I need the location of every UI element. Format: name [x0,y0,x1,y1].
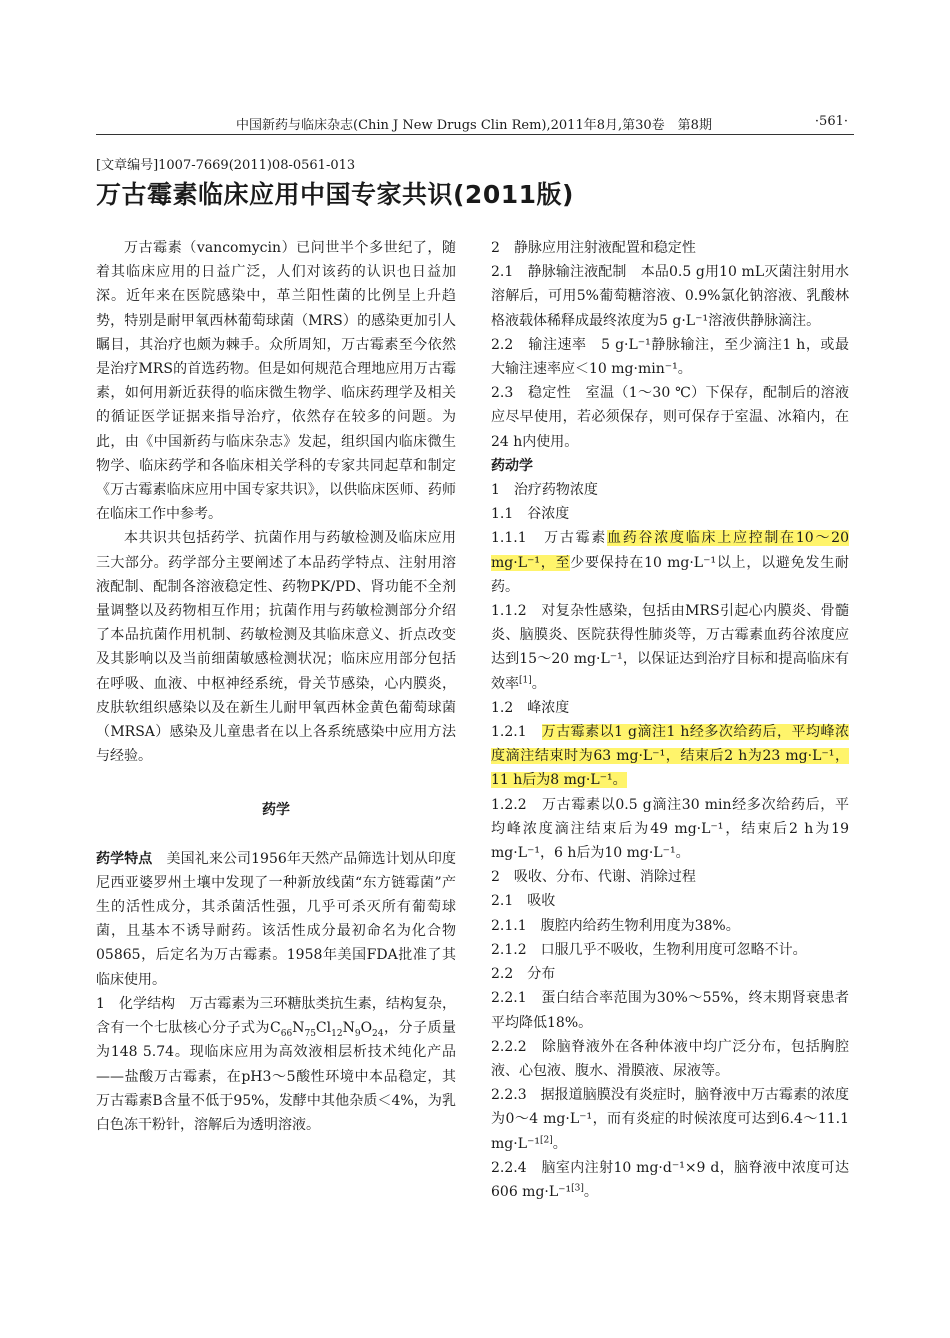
article-title: 万古霉素临床应用中国专家共识(2011版) [96,180,574,209]
pharmacy-features-paragraph [96,847,456,992]
heading-2-adme: 2 吸收、分布、代谢、消除过程 [491,869,696,886]
highlight-trough-range: 血药谷浓度临床上应控制在10～20 mg·L⁻¹，至 [491,530,849,571]
right-column [491,236,849,1204]
para-2-3: 2.3 稳定性 室温（1～30 ℃）下保存，配制后的溶液应尽早使用，若必须保存，则可保存于室温、冰箱内，在24 h内使用。 [491,385,849,450]
para-1-1-2: 1.1.2 对复杂性感染，包括由MRS引起心内膜炎、骨髓炎、脑膜炎、医院获得性肺炎等，万古霉素血药谷浓度应达到15～20 mg·L⁻¹，以保证达到治疗目标和提高临床有效率[1]。 [491,603,849,692]
heading-2-1-absorption: 2.1 吸收 [491,893,556,910]
chemical-structure-paragraph: 1 化学结构 万古霉素为三环糖肽类抗生素，结构复杂，含有一个七肽核心分子式为$C_{66}N_{75}Cl_{12}N_9O_{24}$，分子质量为148 5.74。现临床应用为高效液相层析技术纯化产品——盐酸万古霉素，在pH3～5酸性环境中本品稳定，其万古霉素B含量不低于95%，发酵中其他杂质＜4%，为乳白色冻干粉针，溶解后为透明溶液。 [96,995,457,1133]
heading-1-1-trough: 1.1 谷浓度 [491,506,570,523]
heading-2-iv-prep: 2 静脉应用注射液配置和稳定性 [491,240,696,256]
journal-citation: 中国新药与临床杂志(Chin J New Drugs Clin Rem),2011年8月,第30卷 第8期 [236,118,712,133]
para-2-1-2: 2.1.2 口服几乎不吸收，生物利用度可忽略不计。 [491,941,807,958]
para-2-1: 2.1 静脉输注液配制 本品0.5 g用10 mL灭菌注射用水溶解后，可用5%葡萄糖溶液、0.9%氯化钠溶液、乳酸林格液载体稀释成最终浓度为5 g·L⁻¹溶液供静脉滴注。 [491,264,849,329]
para-2-2-3: 2.2.3 据报道脑膜没有炎症时，脑脊液中万古霉素的浓度为0～4 mg·L⁻¹，而有炎症的时候浓度可达到6.4～11.1 mg·L⁻¹[2]。 [491,1087,849,1152]
para-2-2-4: 2.2.4 脑室内注射10 mg·d⁻¹×9 d，脑脊液中浓度可达606 mg·L⁻¹[3]。 [491,1159,849,1200]
features-label: 药学特点 [96,850,153,867]
intro-paragraph-1: 万古霉素（vancomycin）已问世半个多世纪了，随着其临床应用的日益广泛，人们对该药的认识也日益加深。近年来在医院感染中，革兰阳性菌的比例呈上升趋势，特别是耐甲氧西林葡萄球菌（MRS）的感染更加引人瞩目，其治疗也颇为棘手。众所周知，万古霉素至今依然是治疗MRS的首选药物。但是如何规范合理地应用万古霉素，如何用新近获得的临床微生物学、临床药理学及相关的循证医学证据来指导治疗，依然存在较多的问题。为此，由《中国新药与临床杂志》发起，组织国内临床微生物学、临床药学和各临床相关学科的专家共同起草和制定《万古霉素临床应用中国专家共识》，以供临床医师、药师在临床工作中参考。 [96,240,456,523]
para-2-2-1: 2.2.1 蛋白结合率范围为30%～55%，终末期肾衰患者平均降低18%。 [491,990,849,1031]
para-1-2-1: 1.2.1 万古霉素以1 g滴注1 h经多次给药后，平均峰浓度滴注结束时为63 mg·L⁻¹，结束后2 h为23 mg·L⁻¹，11 h后为8 mg·L⁻¹。 [491,724,849,789]
para-2-1-1: 2.1.1 腹腔内给药生物利用度为38%。 [491,917,740,934]
para-2-2-2: 2.2.2 除脑脊液外在各种体液中均广泛分布，包括胸腔液、心包液、腹水、滑膜液、尿液等。 [491,1038,849,1079]
para-1-2-2: 1.2.2 万古霉素以0.5 g滴注30 min经多次给药后，平均峰浓度滴注结束后为49 mg·L⁻¹，结束后2 h为19 mg·L⁻¹，6 h后为10 mg·L⁻¹。 [491,796,849,862]
features-text: 美国礼来公司1956年天然产品筛选计划从印度尼西亚婆罗州土壤中发现了一种新放线菌“东方链霉菌”产生的活性成分，其杀菌活性强，几乎可杀灭所有葡萄球菌，且基本不诱导耐药。该活性成分最初命名为化合物05865，后定名为万古霉素。1958年美国FDA批准了其临床使用。 [96,850,456,988]
molecular-formula: $C_{66}N_{75}Cl_{12}N_9O_{24}$ [270,1020,384,1039]
heading-pharmacokinetics: 药动学 [491,457,533,474]
page-number: ·561· [814,114,848,129]
section-title-pharmacy: 药学 [262,802,290,819]
para-2-2: 2.2 输注速率 5 g·L⁻¹静脉输注，至少滴注1 h，或最大输注速率应＜10 mg·min⁻¹。 [491,336,849,378]
reference-3: [3] [571,1183,584,1194]
heading-1-therapeutic-conc: 1 治疗药物浓度 [491,482,598,499]
heading-1-2-peak: 1.2 峰浓度 [491,699,570,716]
reference-1: [1] [519,675,532,685]
reference-2: [2] [540,1134,553,1145]
highlight-peak-conc: 万古霉素以1 g滴注1 h经多次给药后，平均峰浓度滴注结束时为63 mg·L⁻¹，结束后2 h为23 mg·L⁻¹，11 h后为8 mg·L⁻¹。 [491,724,849,789]
running-header [96,110,854,135]
heading-2-2-distribution: 2.2 分布 [491,966,556,983]
intro-paragraph-2: 本共识共包括药学、抗菌作用与药敏检测及临床应用三大部分。药学部分主要阐述了本品药学特点、注射用溶液配制、配制各溶液稳定性、药物PK/PD、肾功能不全剂量调整以及药物相互作用；抗菌作用与药敏检测部分介绍了本品抗菌作用机制、药敏检测及其临床意义、折点改变及其影响以及当前细菌敏感检测状况；临床应用部分包括在呼吸、血液、中枢神经系统，骨关节感染，心内膜炎，皮肤软组织感染以及在新生儿耐甲氧西林金黄色葡萄球菌（MRSA）感染及儿童患者在以上各系统感染中应用方法与经验。 [96,530,456,765]
left-column [96,236,456,1137]
article-number: [文章编号]1007-7669(2011)08-0561-013 [96,158,356,173]
para-1-1-1: 1.1.1 万古霉素血药谷浓度临床上应控制在10～20 mg·L⁻¹，至少要保持在10 mg·L⁻¹以上，以避免发生耐药。 [491,530,849,595]
